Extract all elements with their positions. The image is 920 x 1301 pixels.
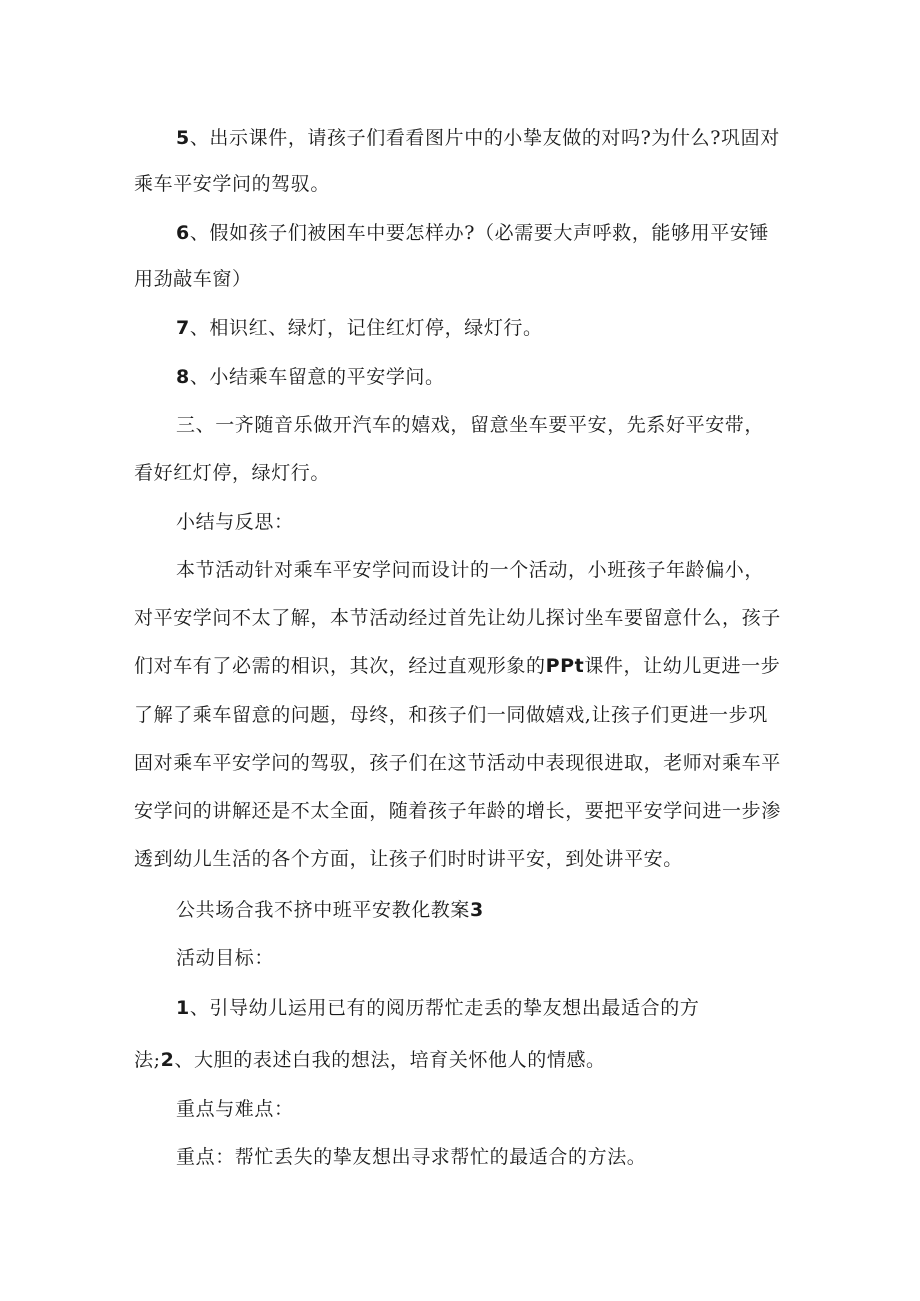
step-number: 6 (176, 222, 190, 244)
line-text: 本节活动针对乘车平安学问而设计的一个活动，小班孩子年龄偏小， (176, 559, 765, 581)
line-text: 对平安学问不太了解，本节活动经过首先让幼儿探讨坐车要留意什么，孩子 (134, 607, 781, 629)
heading-activity-goals (176, 946, 836, 970)
line-text: 小结与反思： (176, 511, 294, 533)
line-text-pre: 法; (134, 1049, 161, 1071)
line-text: 看好红灯停，绿灯行。 (134, 462, 331, 484)
line-text: 三、一齐随音乐做开汽车的嬉戏，留意坐车要平安，先系好平安带， (176, 414, 765, 436)
paragraph-reflection-line-5 (134, 751, 794, 775)
line-text-pre: 公共场合我不挤中班平安教化教案 (176, 899, 471, 921)
paragraph-step-5-line-2 (134, 172, 794, 196)
line-text: 重点与难点： (176, 1098, 294, 1120)
line-text-post: 课件，让幼儿更进一步 (584, 655, 781, 677)
line-text: 安学问的讲解还是不太全面，随着孩子年龄的增长，要把平安学问进一步渗 (134, 800, 781, 822)
heading-lesson-plan-3 (176, 898, 836, 922)
line-text: 、相识红、绿灯，记住红灯停，绿灯行。 (189, 317, 543, 339)
paragraph-key-point (176, 1145, 836, 1169)
line-text-bold: 2 (160, 1049, 175, 1071)
line-text: 重点：帮忙丢失的挚友想出寻求帮忙的最适合的方法。 (176, 1146, 647, 1168)
paragraph-reflection-line-2 (134, 606, 794, 630)
paragraph-section-3-line-2 (134, 461, 794, 485)
line-text: 、出示课件，请孩子们看看图片中的小挚友做的对吗?为什么?巩固对 (189, 127, 780, 149)
line-text: 、小结乘车留意的平安学问。 (189, 366, 445, 388)
heading-key-difficult-points (176, 1097, 836, 1121)
paragraph-step-5-line-1 (176, 126, 836, 150)
paragraph-step-8 (176, 365, 836, 389)
paragraph-step-6-line-1 (176, 221, 836, 245)
line-text: 用劲敲车窗） (134, 268, 252, 290)
step-number: 8 (176, 366, 190, 388)
line-text: 了解了乘车留意的问题，母终，和孩子们一同做嬉戏,让孩子们更进一步巩 (134, 704, 768, 726)
line-text: 乘车平安学问的驾驭。 (134, 173, 331, 195)
line-text: 、假如孩子们被困车中要怎样办?（必需要大声呼救，能够用平安锤 (189, 222, 770, 244)
paragraph-goal-1 (176, 996, 836, 1020)
heading-summary-reflection (176, 510, 836, 534)
line-text-bold: 3 (470, 899, 484, 921)
step-number: 7 (176, 317, 190, 339)
paragraph-reflection-line-3 (134, 654, 794, 678)
paragraph-section-3-line-1 (176, 413, 836, 437)
line-text: 活动目标： (176, 947, 275, 969)
paragraph-reflection-line-7 (134, 847, 794, 871)
line-text-pre: 们对车有了必需的相识，其次，经过直观形象的 (134, 655, 546, 677)
paragraph-goal-2 (134, 1048, 794, 1072)
step-number: 5 (176, 127, 190, 149)
paragraph-reflection-line-4 (134, 703, 794, 727)
line-text: 、引导幼儿运用已有的阅历帮忙走丢的挚友想出最适合的方 (189, 997, 700, 1019)
line-text: 透到幼儿生活的各个方面，让孩子们时时讲平安，到处讲平安。 (134, 848, 683, 870)
step-number: 1 (176, 997, 190, 1019)
paragraph-reflection-line-1 (176, 558, 836, 582)
paragraph-step-6-line-2 (134, 267, 794, 291)
paragraph-step-7 (176, 316, 836, 340)
paragraph-reflection-line-6 (134, 799, 794, 823)
line-text-post: 、大胆的表述白我的想法，培育关怀他人的情感。 (174, 1049, 606, 1071)
line-text: 固对乘车平安学问的驾驭，孩子们在这节活动中表现很进取，老师对乘车平 (134, 752, 781, 774)
line-text-bold: PPt (545, 655, 585, 677)
